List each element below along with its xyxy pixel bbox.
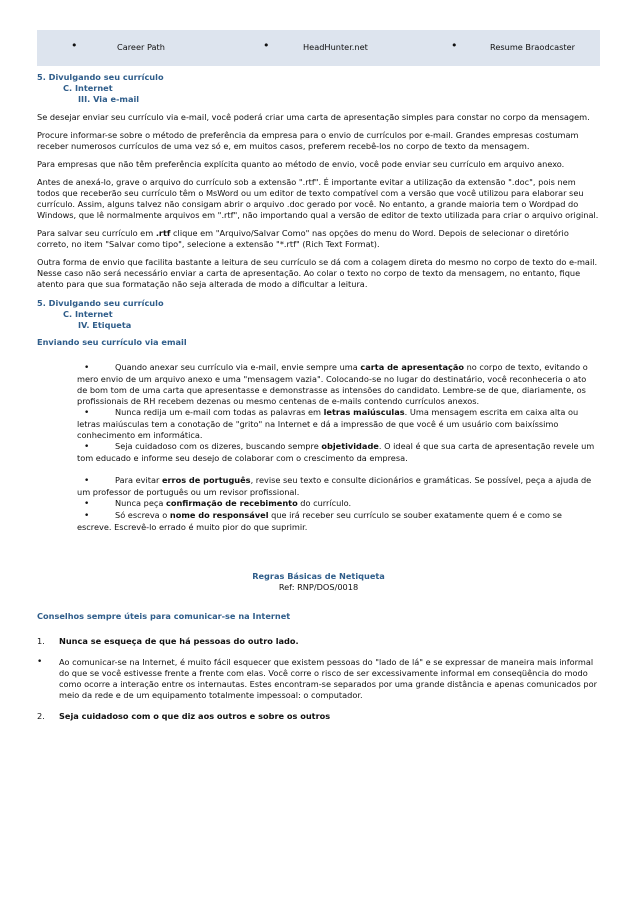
paragraph: Para salvar seu currículo em .rtf clique em "Arquivo/Salvar Como" nas opções do menu do Word. Depois de selecionar o diretório correto, no item "Salvar como tipo", selecione a extensão "*.rtf" (Rich Text Format). (37, 228, 569, 249)
paragraph: Para empresas que não têm preferência explícita quanto ao método de envio, você pode enviar seu currículo em arquivo anexo. (37, 159, 565, 169)
subsubsection-heading: III. Via e-mail (78, 94, 140, 104)
bullet-icon: • (84, 476, 90, 486)
reference-text: Ref: RNP/DOS/0018 (278, 582, 359, 592)
bullet-icon: • (84, 499, 90, 509)
subsubsection-heading: IV. Etiqueta (78, 320, 132, 330)
career-path-link[interactable]: Career Path (117, 42, 165, 52)
list-item: • Só escreva o nome do responsável que irá receber seu currículo se souber exatamente quem é e como se escreve. Escrevê-lo errado é muito pior do que suprimir. (77, 510, 562, 532)
topic-heading: Conselhos sempre úteis para comunicar-se na Internet (37, 611, 291, 621)
main-content (37, 72, 600, 722)
paragraph: Se desejar enviar seu currículo via e-mail, você poderá criar uma carta de apresentação simples para constar no corpo da mensagem. (37, 112, 590, 122)
topic-heading: Enviando seu currículo via email (37, 337, 187, 347)
subsection-heading: C. Internet (63, 83, 113, 93)
bullet-icon: • (84, 363, 90, 373)
bullet-icon: • (37, 657, 43, 667)
etiquette-list (77, 362, 597, 533)
section-heading: 5. Divulgando seu currículo (37, 298, 164, 308)
bullet-icon: • (84, 511, 90, 521)
bullet-icon: • (263, 39, 270, 52)
paragraph: Antes de anexá-lo, grave o arquivo do currículo sob a extensão ".rtf". É importante evitar a utilização da extensão ".doc", pois nem todos que receberão seu currículo têm o MsWord ou um editor de texto compatível com a versão que você utilizou para elaborar seu currículo. Assim, alguns talvez não consigam abrir o arquivo .doc gerado por você. No entanto, a grande maioria tem o Wordpad do Windows, que lê normalmente arquivos em ".rtf", não importando qual a versão de editor de texto utilizada para criar o arquivo original. (37, 177, 599, 220)
headhunter-link[interactable]: HeadHunter.net (303, 42, 368, 52)
resume-broadcaster-link[interactable]: Resume Braodcaster (490, 42, 576, 52)
list-item: • Seja cuidadoso com os dizeres, buscando sempre objetividade. O ideal é que sua carta de apresentação revele um tom educado e informe seu desejo de colaborar com o crescimento da empresa. (77, 441, 595, 463)
bullet-icon: • (71, 39, 78, 52)
subsection-heading: C. Internet (63, 309, 113, 319)
numbered-item: 2. Seja cuidadoso com o que diz aos outros e sobre os outros (37, 711, 331, 721)
bullet-icon: • (84, 442, 90, 452)
section-heading: 5. Divulgando seu currículo (37, 72, 164, 82)
list-item: • Nunca redija um e-mail com todas as palavras em letras maiúsculas. Uma mensagem escrita em caixa alta ou letras maiúsculas tem a conotação de "grito" na Internet e dá a impressão de que você é um usuário com baixíssimo conhecimento em informática. (77, 407, 579, 440)
list-item: • Para evitar erros de português, revise seu texto e consulte dicionários e gramáticas. Se possível, peça a ajuda de um professor de português ou um revisor profissional. (77, 475, 592, 497)
paragraph: Outra forma de envio que facilita bastante a leitura de seu currículo se dá com a colagem direta do mesmo no corpo de texto do e-mail. Nesse caso não será necessário enviar a carta de apresentação. Ao colar o texto no corpo de texto da mensagem, no entanto, fique atento para que sua formatação não seja alterada de modo a dificultar a leitura. (37, 257, 598, 289)
list-item: • Ao comunicar-se na Internet, é muito fácil esquecer que existem pessoas do "lado de lá" e se expressar de maneira mais informal do que se você estivesse frente a frente com elas. Você corre o risco de ser excessivamente informal em conseqüência do modo como ocorre a interação entre os internautas. Estes encontram-se separados por uma grande distância e apenas comunicados por meio da rede e de um equipamento totalmente impessoal: o computador. (37, 657, 597, 700)
netiquette-title: Regras Básicas de Netiqueta (252, 571, 385, 581)
list-item: • Quando anexar seu currículo via e-mail, envie sempre uma carta de apresentação no corpo de texto, evitando o mero envio de um arquivo anexo e uma "mensagem vazia". Colocando-se no lugar do destinatário, você reconheceria o ato de bom tom de uma carta que apresentasse e demonstrasse as intensões do candidato. Lembre-se de que, diariamente, os profissionais de RH recebem dezenas ou mesmo centenas de e-mails contendo currículos anexos. (77, 362, 588, 406)
top-link-bar (37, 30, 600, 66)
bullet-icon: • (84, 408, 90, 418)
paragraph: Procure informar-se sobre o método de preferência da empresa para o envio de currículos por e-mail. Grandes empresas costumam receber numerosos currículos de uma vez só e, em muitos casos, preferem recebê-los no corpo de texto da mensagem. (37, 130, 579, 151)
numbered-item: 1. Nunca se esqueça de que há pessoas do outro lado. (37, 636, 299, 646)
list-item: • Nunca peça confirmação de recebimento do currículo. (77, 498, 597, 510)
bullet-icon: • (451, 39, 458, 52)
